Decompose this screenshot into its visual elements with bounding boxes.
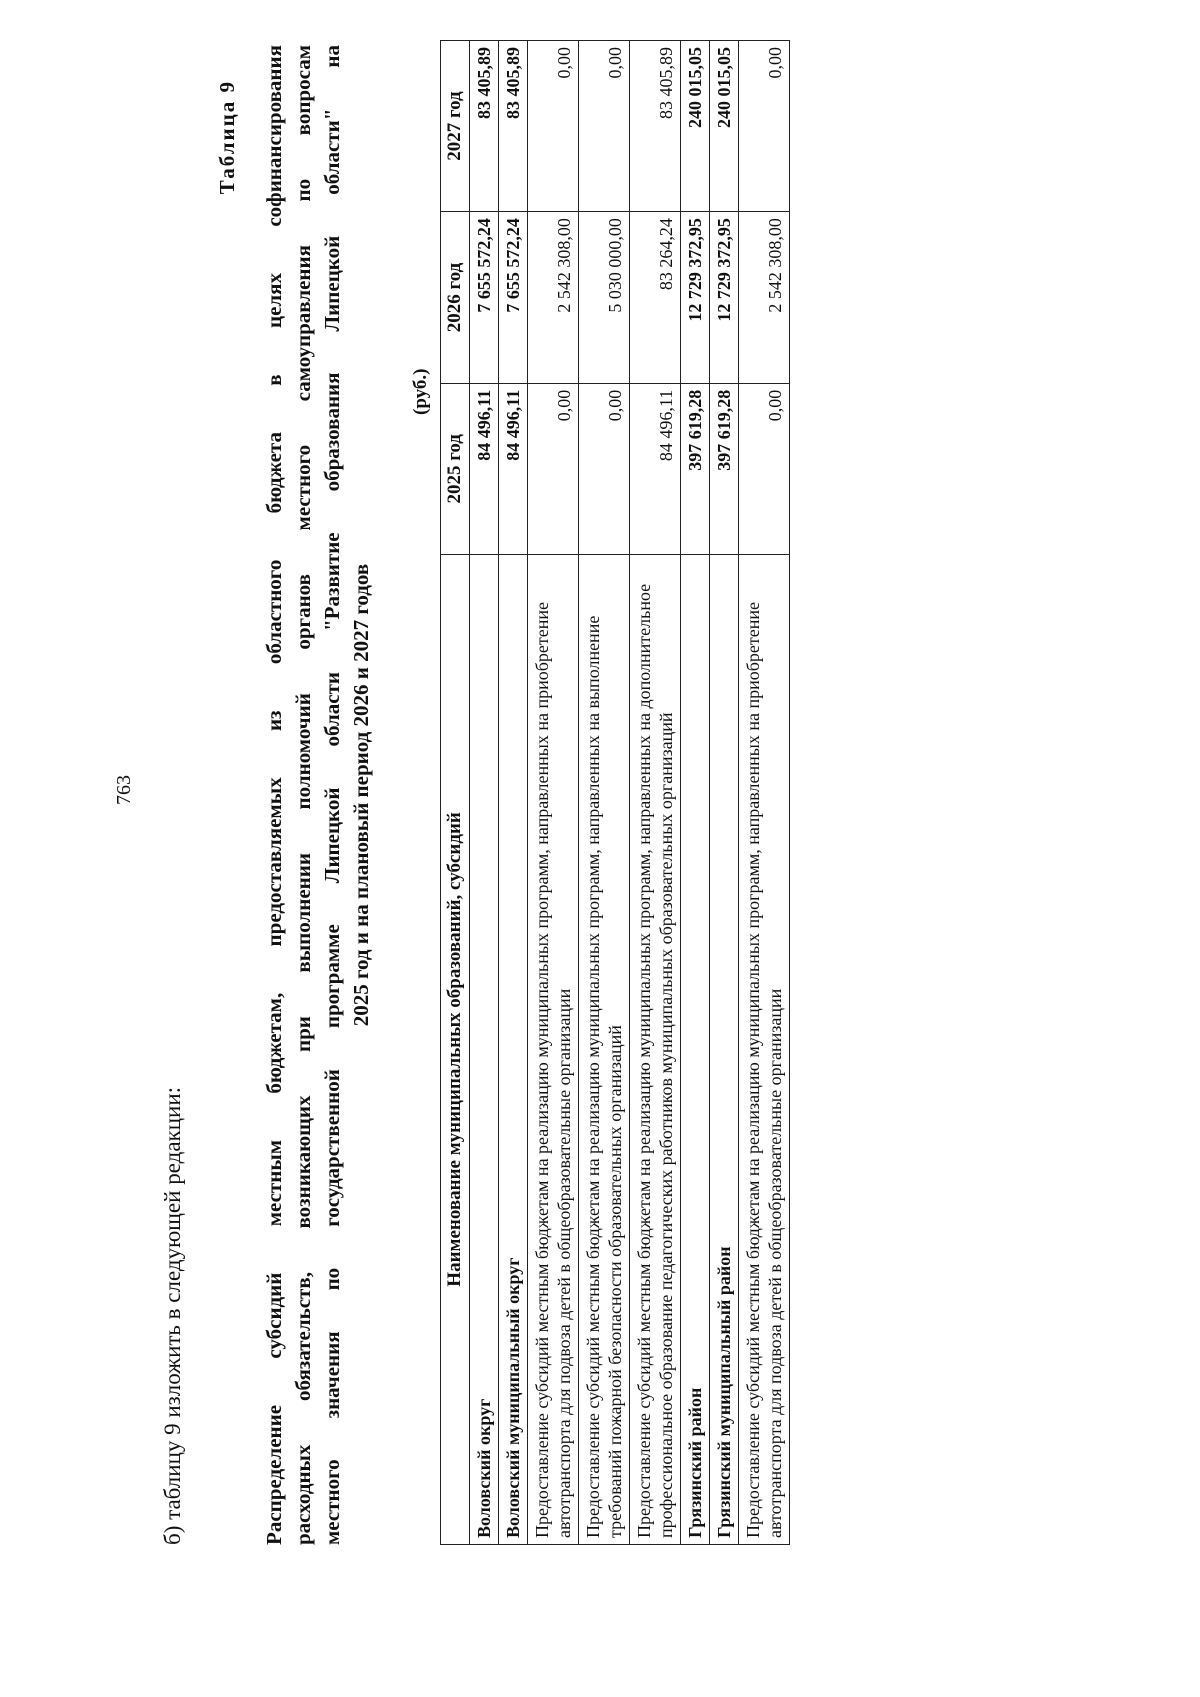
value-2026: 7 655 572,24 bbox=[499, 212, 528, 384]
value-2027: 0,00 bbox=[528, 41, 579, 212]
value-2025: 84 496,11 bbox=[470, 383, 499, 554]
rotated-page bbox=[110, 25, 1170, 1665]
row-name: Предоставление субсидий местным бюджетам на реализацию муниципальных программ, направленных на дополнительное профессиональное образование педагогических работников муниципальных образовательных организаций bbox=[630, 554, 681, 1544]
subsidy-table bbox=[440, 40, 790, 1545]
column-header-2027: 2027 год bbox=[441, 41, 470, 212]
value-2027: 240 015,05 bbox=[710, 41, 739, 212]
value-2026: 2 542 308,00 bbox=[528, 212, 579, 384]
column-header-name: Наименование муниципальных образований, субсидий bbox=[441, 554, 470, 1544]
table-row bbox=[710, 41, 739, 1545]
row-name: Грязинский район bbox=[681, 554, 710, 1544]
table-header-row bbox=[441, 41, 470, 1545]
page-number: 763 bbox=[113, 775, 135, 805]
value-2026: 12 729 372,95 bbox=[681, 212, 710, 384]
value-2025: 84 496,11 bbox=[630, 383, 681, 554]
value-2027: 83 405,89 bbox=[470, 41, 499, 212]
table-row bbox=[630, 41, 681, 1545]
table-row bbox=[499, 41, 528, 1545]
value-2027: 83 405,89 bbox=[499, 41, 528, 212]
column-header-2025: 2025 год bbox=[441, 383, 470, 554]
table-row bbox=[579, 41, 630, 1545]
value-2026: 83 264,24 bbox=[630, 212, 681, 384]
title-line: расходных обязательств, возникающих при выполнении полномочий органов местного самоуправления по вопросам bbox=[291, 45, 315, 1545]
value-2027: 83 405,89 bbox=[630, 41, 681, 212]
column-header-2026: 2026 год bbox=[441, 212, 470, 384]
row-name: Грязинский муниципальный район bbox=[710, 554, 739, 1544]
value-2025: 397 619,28 bbox=[710, 383, 739, 554]
value-2027: 240 015,05 bbox=[681, 41, 710, 212]
value-2025: 0,00 bbox=[579, 383, 630, 554]
table-row bbox=[681, 41, 710, 1545]
value-2026: 12 729 372,95 bbox=[710, 212, 739, 384]
table-row bbox=[528, 41, 579, 1545]
row-name: Предоставление субсидий местным бюджетам на реализацию муниципальных программ, направленных на выполнение требований пожарной безопасности образовательных организаций bbox=[579, 554, 630, 1544]
intro-text: б) таблицу 9 изложить в следующей редакции: bbox=[160, 1086, 185, 1545]
value-2026: 5 030 000,00 bbox=[579, 212, 630, 384]
row-name: Воловский муниципальный округ bbox=[499, 554, 528, 1544]
value-2025: 397 619,28 bbox=[681, 383, 710, 554]
row-name: Предоставление субсидий местным бюджетам на реализацию муниципальных программ, направленных на приобретение автотранспорта для подвоза детей в общеобразовательные организации bbox=[528, 554, 579, 1544]
unit-label: (руб.) bbox=[410, 368, 431, 415]
value-2026: 7 655 572,24 bbox=[470, 212, 499, 384]
row-name: Воловский округ bbox=[470, 554, 499, 1544]
title-line: Распределение субсидий местным бюджетам, предоставляемых из областного бюджета в целях софинансирования bbox=[262, 45, 286, 1545]
value-2027: 0,00 bbox=[579, 41, 630, 212]
title-line: местного значения по государственной программе Липецкой области "Развитие образования Липецкой области" на bbox=[320, 45, 344, 1545]
value-2026: 2 542 308,00 bbox=[739, 212, 790, 384]
title-line: 2025 год и на плановый период 2026 и 2027 годов bbox=[349, 563, 373, 1027]
table-caption: Таблица 9 bbox=[215, 80, 239, 195]
value-2025: 84 496,11 bbox=[499, 383, 528, 554]
value-2025: 0,00 bbox=[528, 383, 579, 554]
row-name: Предоставление субсидий местным бюджетам на реализацию муниципальных программ, направленных на приобретение автотранспорта для подвоза детей в общеобразовательные организации bbox=[739, 554, 790, 1544]
table-row bbox=[739, 41, 790, 1545]
value-2025: 0,00 bbox=[739, 383, 790, 554]
value-2027: 0,00 bbox=[739, 41, 790, 212]
document-title bbox=[260, 45, 376, 1545]
table-row bbox=[470, 41, 499, 1545]
